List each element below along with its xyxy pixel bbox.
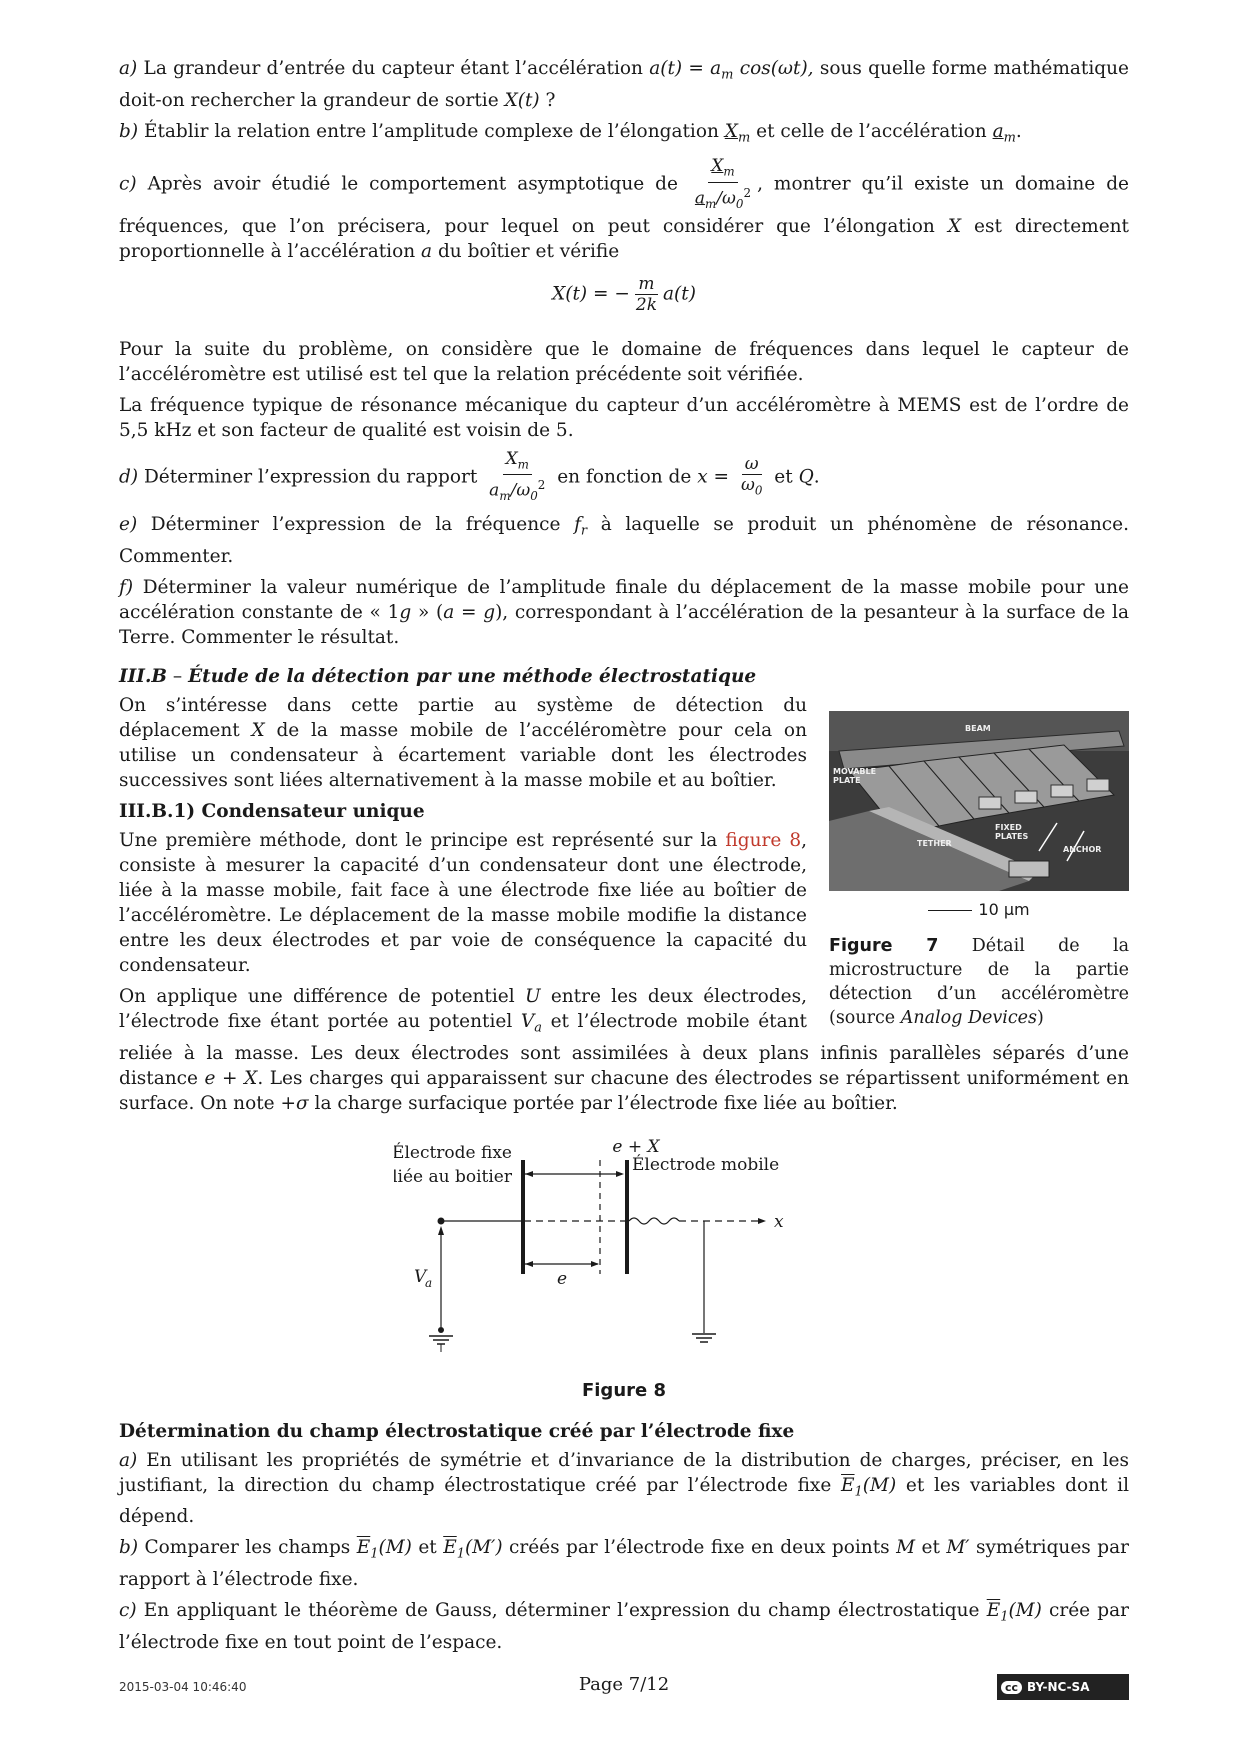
label-gap: e + X	[612, 1136, 660, 1157]
figure-7-caption: Figure 7 Détail de la microstructure de la partie détection d’un accéléromètre (source Analog Devices)	[829, 935, 1129, 1028]
paragraph-domain: Pour la suite du problème, on considère que le domaine de fréquences dans lequel le capteur de l’accéléromètre est utilisé est tel que la relation précédente soit vérifiée.	[119, 338, 1129, 385]
spring	[629, 1218, 679, 1224]
capacitor-diagram	[394, 1134, 854, 1369]
section-intro: On s’intéresse dans cette partie au système de détection du déplacement X de la masse mobile de l’accéléromètre pour cela on utilise un condensateur à écartement variable dont les électrodes successives sont liées alternativement à la masse mobile et au boîtier.	[119, 694, 807, 791]
question-d: d) Déterminer l’expression du rapport $\frac{X_m}{a_m/\omega_0^2}$ en fonction de x = $\frac{\omega}{\omega_0}$ et Q.	[119, 448, 820, 504]
label-movable-plate: MOVABLE PLATE	[833, 766, 877, 785]
section-body	[119, 693, 1129, 1122]
question-a: a) La grandeur d’entrée du capteur étant l’accélération $a(t) = a_m$ cos(ωt), sous quelle forme mathématique doit-on rechercher la grandeur de sortie X(t) ?	[119, 58, 1129, 111]
subsection-heading: III.B.1) Condensateur unique	[119, 800, 425, 822]
label-e: e	[556, 1268, 568, 1289]
label-beam: BEAM	[965, 723, 991, 733]
label-tether: TETHER	[917, 838, 952, 848]
figure-7	[829, 711, 1129, 1030]
page-number: Page 7/12	[578, 1674, 670, 1695]
label-fixed-electrode-2: liée au boitier	[394, 1166, 512, 1187]
label-va: V	[414, 1266, 427, 1287]
part2-question-b: b) Comparer les champs $\overline{E}_1(M)$ et $\overline{E}_1(M')$ créés par l’électrode fixe en deux points M et M′ symétriques par rapport à l’électrode fixe.	[119, 1537, 1129, 1590]
mems-photo	[829, 711, 1129, 891]
scale-bar: 10 µm	[829, 897, 1129, 922]
license-badge[interactable]: cc BY-NC-SA	[997, 1674, 1129, 1700]
label-fixed-electrode: Électrode fixe	[394, 1142, 512, 1163]
figure-8-caption: Figure 8	[581, 1379, 667, 1401]
cc-icon: cc	[1001, 1681, 1022, 1694]
footer-date: 2015-03-04 10:46:40	[119, 1680, 247, 1694]
mems-structure-image	[829, 711, 1129, 891]
label-x-axis: x	[774, 1211, 784, 1232]
figure-8-link[interactable]: figure 8	[725, 829, 802, 851]
question-e: e) Déterminer l’expression de la fréquence $f_r$ à laquelle se produit un phénomène de résonance. Commenter.	[119, 514, 1129, 567]
paragraph-potential: On applique une différence de potentiel U entre les deux électrodes, l’électrode fixe étant portée au potentiel $V_a$ et l’électrode mobile étant reliée à la masse. Les deux électrodes sont assimilées à deux plans infinis parallèles séparés d’une distance e + X. Les charges qui apparaissent sur chacune des électrodes se répartissent uniformément en surface. On note +σ la charge surfacique portée par l’électrode fixe liée au boîtier.	[119, 985, 1129, 1114]
equation-x: X(t) = − $\frac{m}{2k}$ a(t)	[552, 273, 696, 315]
part2-question-a: a) En utilisant les propriétés de symétrie et d’invariance de la distribution de charges, préciser, en les justifiant, la direction du champ électrostatique créé par l’électrode fixe $\overline{E}_1(M)$ et les variables dont il dépend.	[119, 1449, 1130, 1528]
label-anchor: ANCHOR	[1063, 844, 1102, 854]
section-heading: III.B – Étude de la détection par une méthode électrostatique	[119, 665, 757, 687]
question-b: b) Établir la relation entre l’amplitude complexe de l’élongation $X_m$ et celle de l’accélération $a_m$.	[119, 120, 1022, 146]
part2-question-c: c) En appliquant le théorème de Gauss, déterminer l’expression du champ électrostatique $\overline{E}_1(M)$ crée par l’électrode fixe en tout point de l’espace.	[119, 1600, 1129, 1653]
label-mobile-electrode: Électrode mobile	[632, 1154, 780, 1175]
figure-8	[119, 1134, 1129, 1376]
question-c: c) Après avoir étudié le comportement asymptotique de $\frac{X_m}{a_m/\omega_0^2}$ , montrer qu’il existe un domaine de fréquences, que l’on précisera, pour lequel on peut considérer que l’élongation X est directement proportionnelle à l’accélération a du boîtier et vérifie	[119, 156, 1129, 262]
label-fixed-plates: FIXED PLATES	[995, 822, 1029, 841]
label-va-sub: a	[425, 1275, 433, 1290]
page-content	[119, 56, 1129, 1661]
part2-heading: Détermination du champ électrostatique créé par l’électrode fixe	[119, 1420, 795, 1442]
page-footer	[119, 1674, 1129, 1704]
paragraph-method: Une première méthode, dont le principe est représenté sur la figure 8, consiste à mesurer la capacité d’un condensateur dont une électrode, liée à la masse mobile, fait face à une électrode fixe liée au boîtier de l’accéléromètre. Le déplacement de la masse mobile modifie la distance entre les deux électrodes et par voie de conséquence la capacité du condensateur.	[119, 829, 807, 976]
va-arrow	[438, 1226, 444, 1235]
paragraph-resonance: La fréquence typique de résonance mécanique du capteur d’un accéléromètre à MEMS est de l’ordre de 5,5 kHz et son facteur de qualité est voisin de 5.	[119, 394, 1129, 441]
ratio-fraction: $\frac{X_m}{a_m/\omega_0^2}$	[694, 156, 752, 211]
question-f: f) Déterminer la valeur numérique de l’amplitude finale du déplacement de la masse mobile pour une accélération constante de « 1g » (a = g), correspondant à l’accélération de la pesanteur à la surface de la Terre. Commenter le résultat.	[119, 576, 1129, 648]
